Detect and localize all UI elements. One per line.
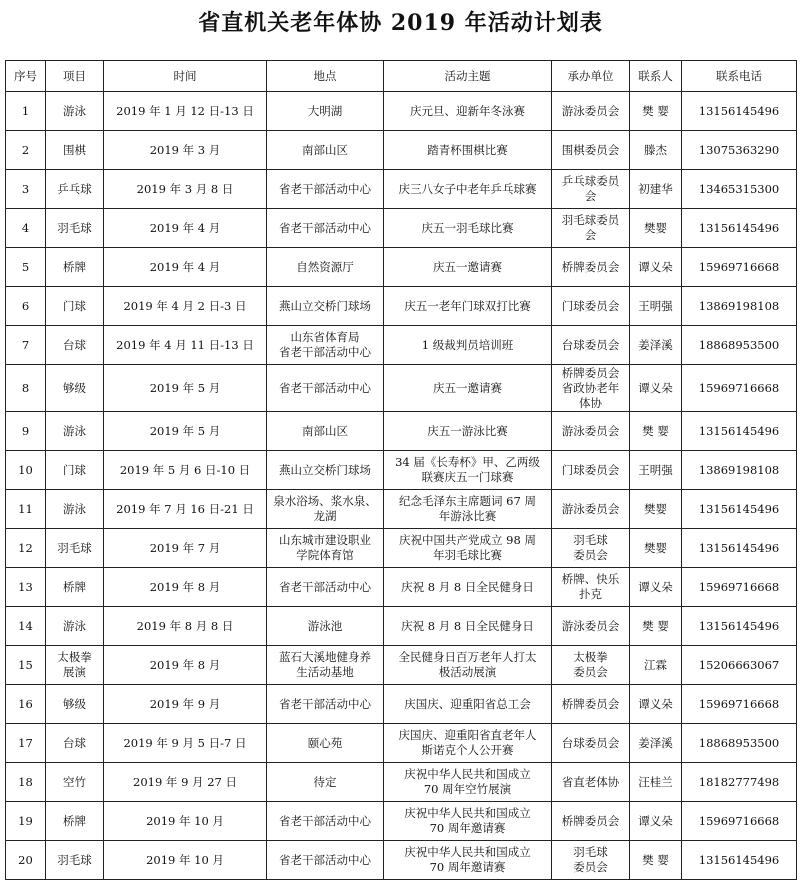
table-row [6,568,797,607]
cell-theme-line: 庆五一邀请赛 [433,380,502,395]
cell-phone: 18182777498 [682,763,797,802]
cell-theme-line: 70 周年邀请赛 [429,821,506,835]
cell-org-line: 会 [584,228,597,242]
cell-item: 游泳 [46,92,104,131]
table-row [6,248,797,287]
cell-no: 18 [6,763,46,802]
cell-place [267,92,384,131]
cell-org-line: 委员会 [573,548,608,562]
cell-time: 2019 年 7 月 16 日-21 日 [104,490,267,529]
cell-theme-line: 庆五一老年门球双打比赛 [404,298,531,313]
cell-time: 2019 年 9 月 27 日 [104,763,267,802]
table-row [6,607,797,646]
cell-item: 台球 [46,724,104,763]
cell-theme [384,646,552,685]
cell-contact: 姜泽溪 [630,724,682,763]
cell-no: 8 [6,365,46,412]
cell-theme-line: 踏青杯围棋比赛 [427,142,508,157]
cell-time: 2019 年 3 月 8 日 [104,170,267,209]
cell-theme [384,326,552,365]
cell-time: 2019 年 5 月 [104,412,267,451]
cell-theme [384,685,552,724]
cell-phone: 13465315300 [682,170,797,209]
cell-theme-line: 庆国庆、迎重阳省总工会 [404,696,531,711]
cell-contact: 滕杰 [630,131,682,170]
cell-org-line: 台球委员会 [561,735,620,750]
header-phone: 联系电话 [682,61,797,92]
cell-phone: 15969716668 [682,802,797,841]
cell-place [267,170,384,209]
cell-phone: 15969716668 [682,365,797,412]
cell-theme [384,451,552,490]
cell-contact: 谭义朵 [630,802,682,841]
cell-place-line: 省老干部活动中心 [279,813,371,828]
cell-contact: 樊婴 [630,490,682,529]
cell-theme [384,170,552,209]
cell-item: 桥牌 [46,802,104,841]
cell-org-line: 会 [584,189,597,203]
cell-no: 3 [6,170,46,209]
cell-org-line: 桥牌委员会 [561,365,620,380]
cell-no: 14 [6,607,46,646]
cell-no: 9 [6,412,46,451]
cell-org [552,170,630,209]
cell-org-line: 门球委员会 [561,462,620,477]
cell-item: 够级 [46,365,104,412]
cell-item: 桥牌 [46,248,104,287]
cell-contact: 樊婴 [630,529,682,568]
table-header-row [6,61,797,92]
cell-theme [384,490,552,529]
cell-theme-line: 1 级裁判员培训班 [421,337,514,352]
cell-org-line: 门球委员会 [561,298,620,313]
cell-theme [384,802,552,841]
cell-phone: 13156145496 [682,841,797,880]
cell-org [552,248,630,287]
cell-org-line: 羽毛球 [573,533,608,547]
cell-org-line: 省直老体协 [561,774,620,789]
cell-time: 2019 年 4 月 [104,209,267,248]
cell-theme [384,529,552,568]
cell-phone: 13869198108 [682,287,797,326]
cell-place [267,802,384,841]
cell-org-line: 桥牌委员会 [561,696,620,711]
table-row [6,209,797,248]
cell-theme-line: 年羽毛球比赛 [433,548,502,562]
table-row [6,92,797,131]
cell-place [267,248,384,287]
cell-phone: 15969716668 [682,568,797,607]
cell-place [267,685,384,724]
table-row [6,763,797,802]
activity-plan-table [5,60,797,880]
cell-no: 6 [6,287,46,326]
cell-place-line: 省老干部活动中心 [279,220,371,235]
cell-place [267,287,384,326]
cell-time: 2019 年 4 月 [104,248,267,287]
cell-item: 游泳 [46,412,104,451]
table-row [6,170,797,209]
cell-phone: 13156145496 [682,209,797,248]
cell-phone: 18868953500 [682,326,797,365]
table-row [6,287,797,326]
cell-contact: 谭义朵 [630,365,682,412]
cell-place [267,131,384,170]
cell-org [552,490,630,529]
cell-contact: 樊 婴 [630,412,682,451]
cell-theme [384,287,552,326]
cell-theme-line: 庆元旦、迎新年冬泳赛 [410,103,525,118]
cell-item: 门球 [46,287,104,326]
cell-place-line: 山东城市建设职业 [279,533,371,547]
cell-place [267,646,384,685]
cell-place-line: 生活动基地 [296,665,354,679]
cell-time: 2019 年 5 月 [104,365,267,412]
cell-no: 5 [6,248,46,287]
cell-item: 游泳 [46,607,104,646]
cell-org [552,92,630,131]
table-row [6,490,797,529]
cell-phone: 13156145496 [682,92,797,131]
cell-time: 2019 年 10 月 [104,802,267,841]
cell-phone: 13075363290 [682,131,797,170]
cell-time: 2019 年 8 月 [104,646,267,685]
cell-contact: 初建华 [630,170,682,209]
cell-org [552,131,630,170]
cell-theme [384,209,552,248]
cell-contact: 樊婴 [630,209,682,248]
cell-time: 2019 年 9 月 5 日-7 日 [104,724,267,763]
cell-place-line: 山东省体育局 [290,330,360,344]
cell-org [552,802,630,841]
cell-no: 11 [6,490,46,529]
cell-org [552,646,630,685]
cell-org-line: 桥牌委员会 [561,813,620,828]
cell-org-line: 桥牌委员会 [561,259,620,274]
cell-time: 2019 年 10 月 [104,841,267,880]
header-contact: 联系人 [630,61,682,92]
cell-theme-line: 庆五一邀请赛 [433,259,502,274]
cell-item: 门球 [46,451,104,490]
cell-place [267,568,384,607]
cell-theme-line: 34 届《长寿杯》甲、乙两级 [395,455,540,469]
cell-item: 围棋 [46,131,104,170]
cell-theme [384,724,552,763]
cell-org-line: 太极拳 [573,650,608,664]
cell-contact: 谭义朵 [630,248,682,287]
cell-place-line: 省老干部活动中心 [279,579,371,594]
cell-item: 够级 [46,685,104,724]
cell-place-line: 省老干部活动中心 [279,852,371,867]
page-title: 省直机关老年体协 2019 年活动计划表 [198,10,603,36]
cell-theme [384,365,552,412]
cell-time: 2019 年 8 月 [104,568,267,607]
cell-no: 17 [6,724,46,763]
cell-theme-line: 极活动展演 [438,665,497,679]
cell-theme-line: 庆祝 8 月 8 日全民健身日 [401,579,534,594]
cell-place-line: 燕山立交桥门球场 [279,298,371,313]
table-row [6,529,797,568]
cell-theme-line: 庆国庆、迎重阳省直老年人 [398,728,537,742]
cell-item: 桥牌 [46,568,104,607]
cell-contact: 王明强 [630,451,682,490]
cell-org-line: 扑克 [579,587,602,601]
cell-theme-line: 70 周年空竹展演 [423,782,512,796]
cell-no: 2 [6,131,46,170]
cell-place [267,365,384,412]
cell-place-line: 省老干部活动中心 [279,380,371,395]
cell-place-line: 燕山立交桥门球场 [279,462,371,477]
cell-contact: 樊 婴 [630,607,682,646]
cell-phone: 13156145496 [682,490,797,529]
cell-no: 4 [6,209,46,248]
cell-org [552,568,630,607]
cell-place-line: 自然资源厅 [296,259,354,274]
cell-theme-line: 庆五一羽毛球比赛 [421,220,514,235]
cell-item: 羽毛球 [46,209,104,248]
cell-item: 羽毛球 [46,529,104,568]
cell-time: 2019 年 7 月 [104,529,267,568]
cell-org [552,451,630,490]
cell-place-line: 南部山区 [302,142,348,157]
header-item: 项目 [46,61,104,92]
cell-no: 7 [6,326,46,365]
cell-contact: 江霖 [630,646,682,685]
cell-item: 台球 [46,326,104,365]
cell-place-line: 省老干部活动中心 [279,696,371,711]
cell-org [552,529,630,568]
cell-theme-line: 70 周年邀请赛 [429,860,506,874]
cell-theme [384,92,552,131]
header-place: 地点 [267,61,384,92]
table-row [6,685,797,724]
table-row [6,451,797,490]
table-row [6,802,797,841]
cell-org [552,724,630,763]
cell-place [267,490,384,529]
cell-contact: 王明强 [630,287,682,326]
cell-no: 10 [6,451,46,490]
cell-theme-line: 庆三八女子中老年乒乓球赛 [398,181,537,196]
cell-place [267,529,384,568]
cell-org [552,763,630,802]
cell-theme-line: 全民健身日百万老年人打太 [398,650,537,664]
cell-item: 游泳 [46,490,104,529]
cell-org-line: 台球委员会 [561,337,620,352]
cell-org [552,365,630,412]
cell-place-line: 蓝石大溪地健身养 [279,650,371,664]
cell-time: 2019 年 5 月 6 日-10 日 [104,451,267,490]
header-theme: 活动主题 [384,61,552,92]
cell-org-line: 委员会 [573,860,608,874]
cell-phone: 13156145496 [682,412,797,451]
cell-phone: 15206663067 [682,646,797,685]
cell-theme-line: 庆祝中国共产党成立 98 周 [399,533,536,547]
header-no: 序号 [6,61,46,92]
cell-org-line: 游泳委员会 [561,103,620,118]
cell-org-line: 游泳委员会 [561,618,620,633]
cell-org-line: 委员会 [573,665,608,679]
cell-theme [384,763,552,802]
cell-theme [384,568,552,607]
cell-phone: 13156145496 [682,607,797,646]
cell-item: 太极拳 展演 [46,646,104,685]
cell-contact: 谭义朵 [630,685,682,724]
cell-theme-line: 庆祝中华人民共和国成立 [404,767,531,781]
cell-theme-line: 庆五一游泳比赛 [427,423,508,438]
cell-org [552,607,630,646]
cell-time: 2019 年 1 月 12 日-13 日 [104,92,267,131]
table-row [6,326,797,365]
cell-theme-line: 斯诺克个人公开赛 [421,743,514,757]
cell-org-line: 桥牌、快乐 [561,572,620,586]
header-time: 时间 [104,61,267,92]
cell-place-line: 龙湖 [313,509,337,523]
cell-contact: 姜泽溪 [630,326,682,365]
cell-org [552,209,630,248]
cell-theme [384,412,552,451]
table-row [6,646,797,685]
cell-time: 2019 年 4 月 2 日-3 日 [104,287,267,326]
cell-phone: 13869198108 [682,451,797,490]
table-row [6,724,797,763]
cell-no: 16 [6,685,46,724]
cell-phone: 15969716668 [682,685,797,724]
cell-time: 2019 年 3 月 [104,131,267,170]
cell-phone: 15969716668 [682,248,797,287]
table-row [6,131,797,170]
cell-place-line: 省老干部活动中心 [279,181,371,196]
cell-place [267,209,384,248]
cell-theme-line: 纪念毛泽东主席题词 67 周 [399,494,536,508]
cell-org-line: 羽毛球 [573,845,608,859]
cell-phone: 18868953500 [682,724,797,763]
table-row [6,365,797,412]
cell-no: 13 [6,568,46,607]
cell-place-line: 颐心苑 [307,735,343,750]
cell-time: 2019 年 8 月 8 日 [104,607,267,646]
cell-org-line: 游泳委员会 [561,423,620,438]
table-body [6,92,797,880]
cell-place-line: 省老干部活动中心 [279,345,371,359]
cell-place-line: 学院体育馆 [296,548,354,562]
cell-org-line: 羽毛球委员 [561,213,620,227]
cell-place-line: 南部山区 [302,423,348,438]
cell-theme [384,248,552,287]
cell-theme-line: 庆祝中华人民共和国成立 [404,806,531,820]
cell-place-line: 游泳池 [307,618,343,633]
cell-org-line: 体协 [579,395,602,410]
cell-org [552,412,630,451]
cell-item: 空竹 [46,763,104,802]
cell-time: 2019 年 9 月 [104,685,267,724]
cell-place-line: 待定 [313,774,337,789]
cell-no: 20 [6,841,46,880]
cell-place-line: 泉水浴场、浆水泉、 [273,494,377,508]
cell-item: 羽毛球 [46,841,104,880]
cell-org-line: 游泳委员会 [561,501,620,516]
cell-org [552,685,630,724]
cell-place [267,412,384,451]
cell-no: 12 [6,529,46,568]
cell-place-line: 大明湖 [307,103,343,118]
cell-org-line: 乒乓球委员 [561,174,620,188]
cell-theme-line: 庆祝 8 月 8 日全民健身日 [401,618,534,633]
cell-item: 乒乓球 [46,170,104,209]
table-row [6,412,797,451]
cell-org-line: 围棋委员会 [561,142,620,157]
cell-theme-line: 庆祝中华人民共和国成立 [404,845,531,859]
cell-place [267,607,384,646]
cell-contact: 樊 婴 [630,841,682,880]
cell-contact: 谭义朵 [630,568,682,607]
cell-place [267,451,384,490]
cell-theme-line: 年游泳比赛 [438,509,497,523]
cell-time: 2019 年 4 月 11 日-13 日 [104,326,267,365]
header-org: 承办单位 [552,61,630,92]
cell-no: 19 [6,802,46,841]
cell-contact: 樊 婴 [630,92,682,131]
cell-theme-line: 联赛庆五一门球赛 [421,470,514,484]
cell-place [267,763,384,802]
cell-contact: 汪桂兰 [630,763,682,802]
cell-org [552,326,630,365]
cell-theme [384,607,552,646]
cell-org-line: 省政协老年 [561,380,620,395]
cell-no: 15 [6,646,46,685]
cell-org [552,287,630,326]
cell-phone: 13156145496 [682,529,797,568]
cell-place [267,326,384,365]
cell-no: 1 [6,92,46,131]
cell-theme [384,131,552,170]
cell-place [267,724,384,763]
